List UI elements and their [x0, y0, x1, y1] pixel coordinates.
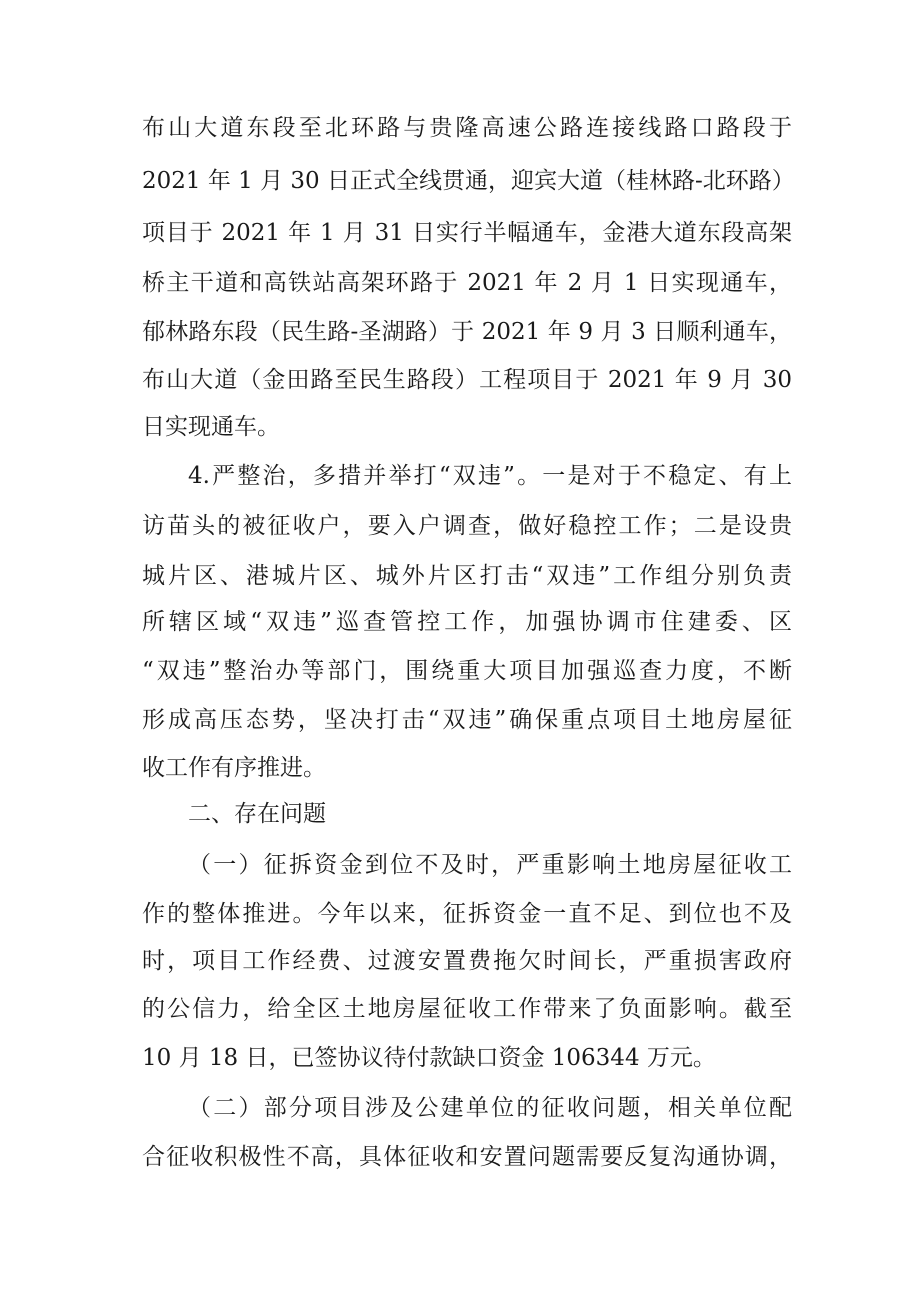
paragraph-line: （一）征拆资金到位不及时，严重影响土地房屋征收工 — [188, 852, 792, 878]
paragraph-line: 2021 年 1 月 30 日正式全线贯通，迎宾大道（桂林路-北环路） — [142, 168, 795, 194]
paragraph-line: “双违”整治办等部门，围绕重大项目加强巡查力度，不断 — [142, 658, 792, 684]
paragraph-line: 形成高压态势，坚决打击“双违”确保重点项目土地房屋征 — [142, 707, 792, 733]
paragraph-line: 收工作有序推进。 — [142, 755, 326, 781]
paragraph-line: 访苗头的被征收户，要入户调查，做好稳控工作；二是设贵 — [142, 513, 792, 539]
paragraph-line: 桥主干道和高铁站高架环路于 2021 年 2 月 1 日实现通车， — [142, 270, 792, 296]
paragraph-line: 城片区、港城片区、城外片区打击“双违”工作组分别负责 — [142, 563, 792, 589]
paragraph-line: 布山大道（金田路至民生路段）工程项目于 2021 年 9 月 30 — [142, 367, 792, 393]
paragraph-line: 合征收积极性不高，具体征收和安置问题需要反复沟通协调， — [142, 1144, 792, 1170]
paragraph-line: 10 月 18 日，已签协议待付款缺口资金 106344 万元。 — [142, 1045, 716, 1071]
paragraph-line: 4.严整治，多措并举打“双违”。一是对于不稳定、有上 — [188, 463, 792, 489]
paragraph-line: 郁林路东段（民生路-圣湖路）于 2021 年 9 月 3 日顺利通车， — [142, 319, 792, 345]
paragraph-line: 作的整体推进。今年以来，征拆资金一直不足、到位也不及 — [142, 901, 792, 927]
paragraph-line: （二）部分项目涉及公建单位的征收问题，相关单位配 — [188, 1095, 792, 1121]
paragraph-line: 布山大道东段至北环路与贵隆高速公路连接线路口路段于 — [142, 115, 792, 141]
paragraph-line: 项目于 2021 年 1 月 31 日实行半幅通车，金港大道东段高架 — [142, 220, 792, 246]
paragraph-line: 所辖区域“双违”巡查管控工作，加强协调市住建委、区 — [142, 609, 792, 635]
paragraph-line: 时，项目工作经费、过渡安置费拖欠时间长，严重损害政府 — [142, 948, 792, 974]
paragraph-line: 的公信力，给全区土地房屋征收工作带来了负面影响。截至 — [142, 996, 792, 1022]
section-heading: 二、存在问题 — [188, 801, 326, 827]
paragraph-line: 日实现通车。 — [142, 414, 280, 440]
